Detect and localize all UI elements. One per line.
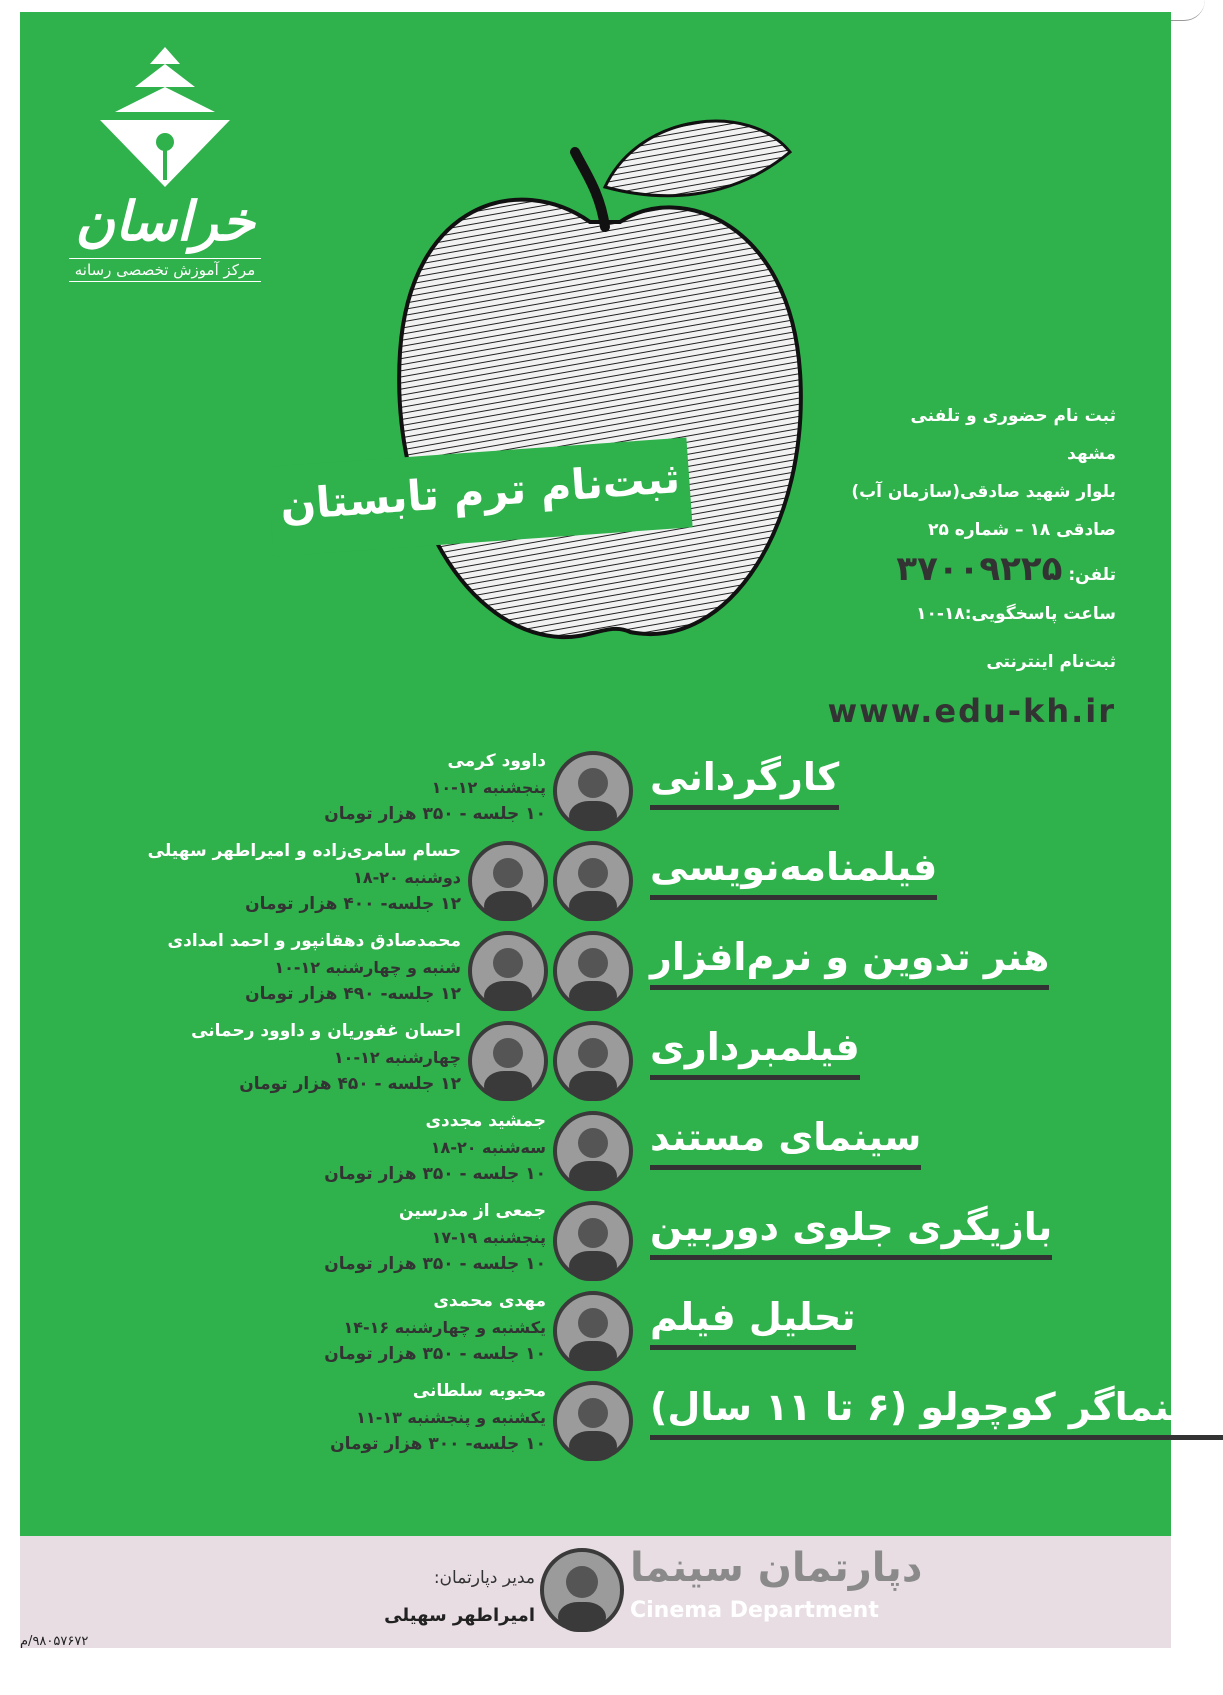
- course-row: [20, 1107, 1171, 1199]
- course-row: [20, 1287, 1171, 1379]
- course-time: چهارشنبه ۱۲-۱۰: [333, 1048, 461, 1067]
- course-info: [1, 927, 461, 1007]
- course-price: ۱۰ جلسه- ۳۰۰ هزار تومان: [330, 1434, 546, 1454]
- instructor-photo: [553, 1381, 633, 1461]
- course-title: فیلمبرداری: [650, 1025, 860, 1080]
- course-price: ۱۰ جلسه - ۳۵۰ هزار تومان: [324, 804, 546, 824]
- course-info: [1, 837, 461, 917]
- course-info: [86, 747, 546, 827]
- course-teacher: حسام سامری‌زاده و امیراطهر سهیلی: [147, 841, 461, 861]
- instructor-photo: [553, 931, 633, 1011]
- course-time: دوشنبه ۲۰-۱۸: [353, 868, 461, 887]
- course-time: یکشنبه و پنجشنبه ۱۳-۱۱: [356, 1408, 546, 1427]
- course-price: ۱۲ جلسه- ۴۹۰ هزار تومان: [245, 984, 461, 1004]
- course-info: [1, 1017, 461, 1097]
- course-info: [86, 1197, 546, 1277]
- address-line-1: بلوار شهید صادقی(سازمان آب): [851, 482, 1116, 502]
- course-title: سینماگر کوچولو (۶ تا ۱۱ سال): [650, 1385, 1223, 1440]
- course-row: [20, 747, 1171, 839]
- course-title: هنر تدوین و نرم‌افزار: [650, 935, 1049, 990]
- course-time: شنبه و چهارشنبه ۱۲-۱۰: [274, 958, 461, 977]
- instructor-photo: [553, 1111, 633, 1191]
- course-title: بازیگری جلوی دوربین: [650, 1205, 1052, 1260]
- instructor-photo: [553, 1021, 633, 1101]
- website-link[interactable]: www.edu-kh.ir: [827, 692, 1116, 730]
- registration-mode: ثبت نام حضوری و تلفنی: [910, 406, 1116, 426]
- phone-line: [786, 549, 1116, 595]
- poster: [20, 12, 1223, 1536]
- instructor-photo: [553, 1291, 633, 1371]
- city: مشهد: [1067, 444, 1116, 464]
- course-time: سه‌شنبه ۲۰-۱۸: [430, 1138, 546, 1157]
- instructor-photo: [553, 1201, 633, 1281]
- course-row: [20, 927, 1171, 1019]
- logo-subtitle: مرکز آموزش تخصصی رسانه: [69, 258, 262, 282]
- course-title: تحلیل فیلم: [650, 1295, 856, 1350]
- course-title: سینمای مستند: [650, 1115, 921, 1170]
- manager-photo: [540, 1548, 624, 1632]
- course-teacher: محبوبه سلطانی: [412, 1381, 546, 1401]
- course-teacher: احسان غفوریان و داوود رحمانی: [191, 1021, 461, 1041]
- course-teacher: جمشید مجددی: [425, 1111, 546, 1131]
- instructor-photo: [468, 931, 548, 1011]
- contact-block: [786, 397, 1116, 633]
- office-hours: ساعت پاسخگویی:۱۸-۱۰: [916, 604, 1116, 624]
- reference-code: ۹۸۰۵۷۶۷۲/م: [20, 1634, 89, 1649]
- instructor-photo: [553, 751, 633, 831]
- course-time: پنجشنبه ۱۹-۱۷: [431, 1228, 546, 1247]
- course-price: ۱۰ جلسه - ۳۵۰ هزار تومان: [324, 1164, 546, 1184]
- course-price: ۱۰ جلسه - ۳۵۰ هزار تومان: [324, 1254, 546, 1274]
- course-info: [86, 1107, 546, 1187]
- pen-nib-logo-icon: [90, 42, 240, 192]
- course-price: ۱۰ جلسه - ۳۵۰ هزار تومان: [324, 1344, 546, 1364]
- course-price: ۱۲ جلسه - ۴۵۰ هزار تومان: [239, 1074, 461, 1094]
- online-registration-label: ثبت‌نام اینترنتی: [986, 652, 1116, 672]
- course-teacher: جمعی از مدرسین: [399, 1201, 546, 1221]
- course-row: [20, 837, 1171, 929]
- course-price: ۱۲ جلسه- ۴۰۰ هزار تومان: [245, 894, 461, 914]
- course-row: [20, 1377, 1223, 1469]
- instructor-photo: [553, 841, 633, 921]
- department-title-en: Cinema Department: [630, 1598, 879, 1623]
- course-info: [86, 1287, 546, 1367]
- department-title: دپارتمان سینما: [630, 1545, 923, 1591]
- course-teacher: محمدصادق دهقانپور و احمد امدادی: [167, 931, 461, 951]
- manager-name: امیراطهر سهیلی: [384, 1605, 535, 1626]
- course-teacher: داوود کرمی: [447, 751, 546, 771]
- manager-label: مدیر دپارتمان:: [433, 1568, 535, 1588]
- course-info: [86, 1377, 546, 1457]
- instructor-photo: [468, 841, 548, 921]
- apple-illustration: [390, 92, 830, 652]
- khorasan-logo: [50, 42, 280, 312]
- course-row: [20, 1197, 1171, 1289]
- course-time: پنجشنبه ۱۲-۱۰: [431, 778, 546, 797]
- course-teacher: مهدی محمدی: [433, 1291, 546, 1311]
- course-title: فیلمنامه‌نویسی: [650, 845, 937, 900]
- instructor-photo: [468, 1021, 548, 1101]
- course-row: [20, 1017, 1171, 1109]
- course-time: یکشنبه و چهارشنبه ۱۶-۱۴: [343, 1318, 546, 1337]
- headline: ثبت‌نام ترم تابستان: [278, 453, 682, 530]
- address-line-2: صادقی ۱۸ – شماره ۲۵: [928, 520, 1116, 540]
- course-title: کارگردانی: [650, 755, 839, 810]
- logo-name: خراسان: [75, 190, 255, 253]
- phone-number[interactable]: ۳۷۰۰۹۲۲۵: [896, 549, 1063, 589]
- phone-label: تلفن:: [1068, 565, 1116, 585]
